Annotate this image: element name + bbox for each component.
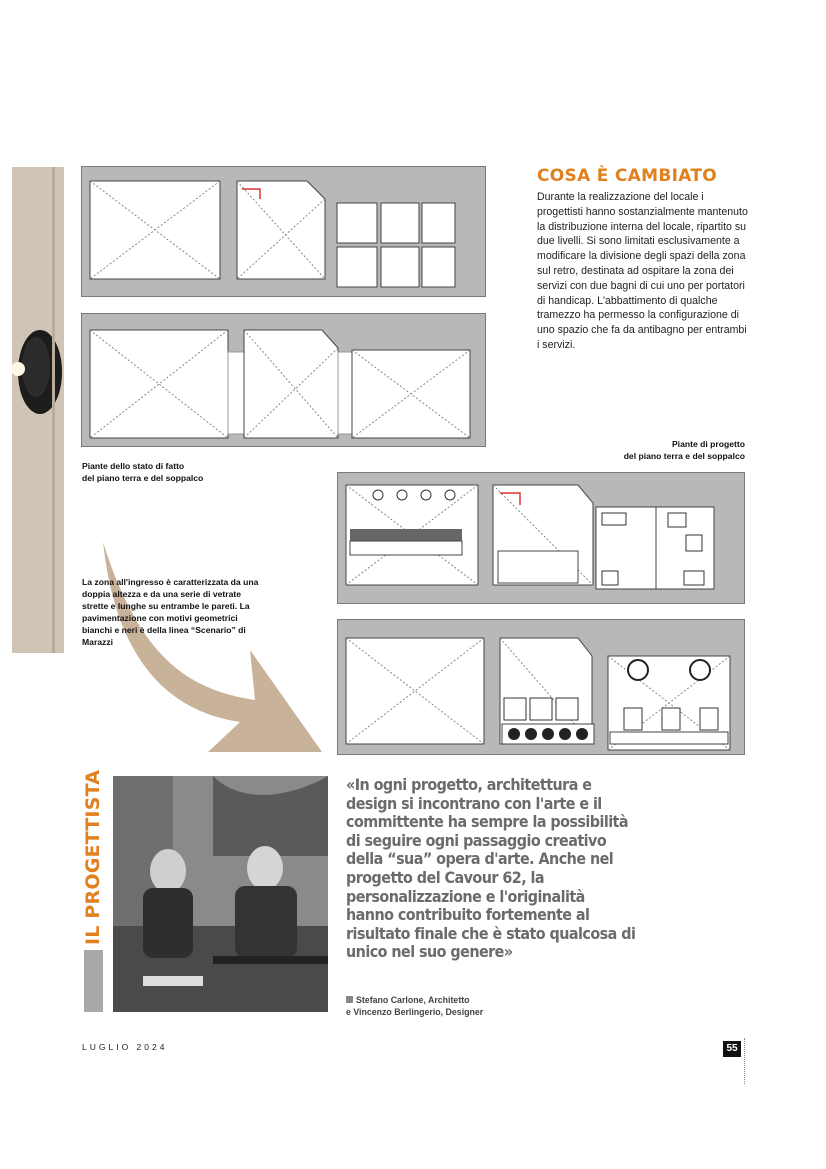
caption-existing-plans — [82, 460, 203, 484]
section-title: COSA È CAMBIATO — [537, 166, 717, 186]
credit-square-icon — [346, 996, 353, 1003]
credit-line2: e Vincenzo Berlingerio, Designer — [346, 1007, 484, 1017]
footer-divider — [744, 1038, 746, 1084]
designer-quote: «In ogni progetto, architettura e design si incontrano con l'arte e il committente ha sempre la possibilità di seguire ogni passaggio creativo della “sua” opera d'arte. Anche nel progetto del Cavour 62, la personalizzazione e l'originalità hanno contribuito fortemente al risultato finale che è stato qualcosa di unico nel suo genere» — [346, 776, 636, 962]
plan-project-mezzanine — [337, 619, 745, 755]
section-body: Durante la realizzazione del locale i progettisti hanno sostanzialmente mantenuto la distribuzione interna del locale, ripartito su due livelli. Si sono limitati esclusivamente a modificare la divisione degli spazi della zona sul retro, destinata ad ospitare la zona dei servizi con due bagni di cui uno per portatori di handicap. L'abbattimento di qualche tramezzo ha permesso la configurazione di uno spazio che fa da antibagno per entrambi i servizi. — [537, 191, 748, 351]
designer-section-label — [82, 769, 104, 945]
plan-existing-mezzanine — [81, 313, 486, 447]
credit-line1: Stefano Carlone, Architetto — [356, 995, 470, 1005]
caption-project-line1: Piante di progetto — [671, 439, 745, 449]
designer-photo — [113, 776, 328, 1012]
designer-section-label-text: IL PROGETTISTA — [82, 769, 104, 945]
plan-existing-ground-floor — [81, 166, 486, 297]
plan-project-ground-floor — [337, 472, 745, 604]
caption-existing-line2: del piano terra e del soppalco — [82, 473, 204, 483]
footer-issue: LUGLIO 2024 — [82, 1042, 168, 1052]
caption-entrance: La zona all'ingresso è caratterizzata da una doppia altezza e da una serie di vetrate strette e lunghe su entrambe le pareti. La pavimentazione con motivi geometrici bianchi e neri è della linea “Scenario” di Marazzi — [82, 577, 259, 647]
caption-project-line2: del piano terra e del soppalco — [623, 451, 745, 461]
designer-credit — [346, 994, 483, 1018]
caption-existing-line1: Piante dello stato di fatto — [82, 461, 185, 471]
left-photo-strip — [12, 167, 64, 653]
designer-label-bar — [84, 950, 103, 1012]
caption-project-plans — [560, 438, 745, 462]
page-number: 55 — [723, 1041, 741, 1057]
